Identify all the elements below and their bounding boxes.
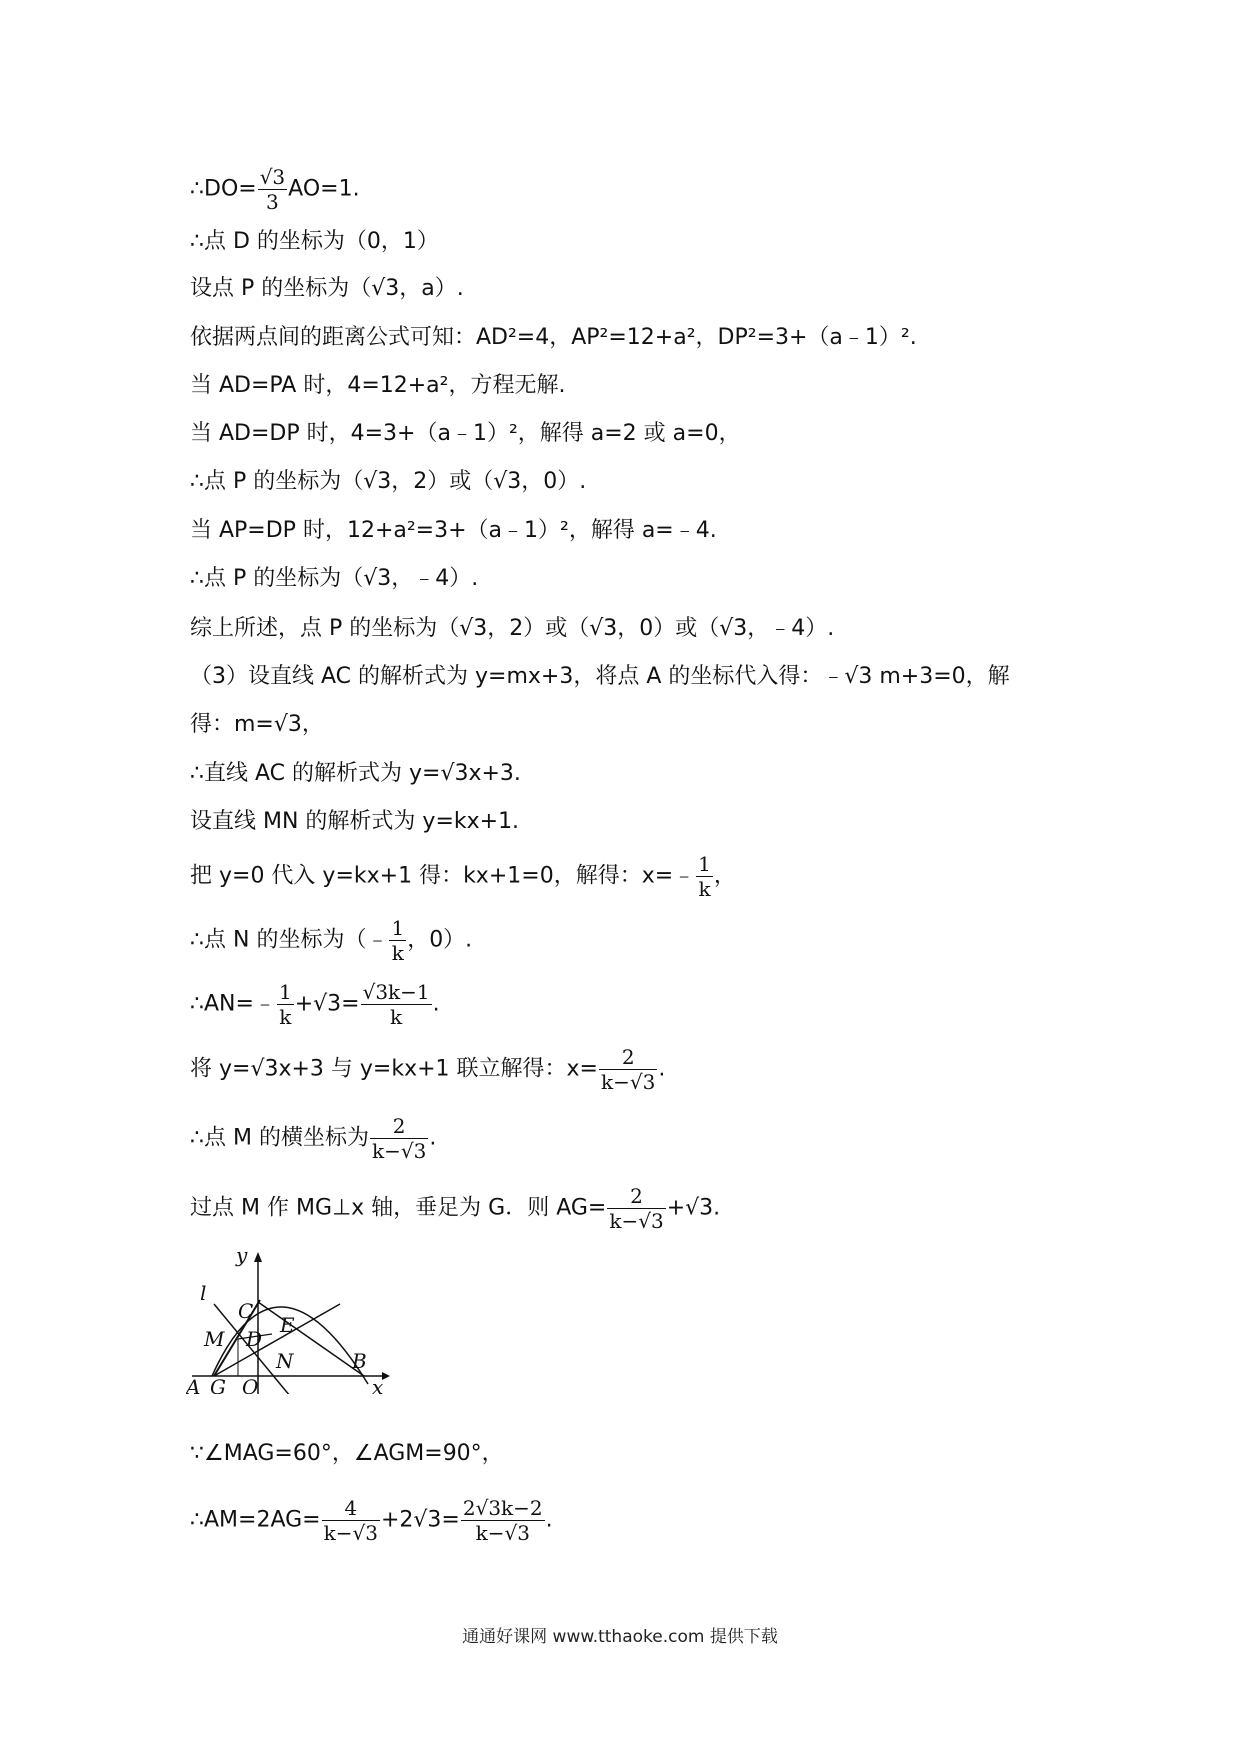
fraction <box>322 1496 380 1545</box>
fraction-denominator: k−√3 <box>371 1139 427 1163</box>
text-line-1 <box>190 165 360 214</box>
line-text: ， <box>713 863 736 889</box>
text-line-21: ∵∠MAG=60°，∠AGM=90°， <box>190 1441 504 1466</box>
text-line-14: 设直线 MN 的解析式为 y=kx+1. <box>190 809 520 834</box>
fraction <box>461 1496 545 1545</box>
text-line-12: 得：m=√3， <box>190 712 324 737</box>
line-text: . <box>658 1056 666 1082</box>
line-text: 将 y=√3x+3 与 y=kx+1 联立解得：x= <box>190 1056 598 1082</box>
fraction-numerator: 2√3k−2 <box>462 1496 543 1520</box>
fraction-numerator: 1 <box>391 916 405 940</box>
label-x: x <box>372 1375 384 1394</box>
fraction-numerator: 4 <box>322 1496 380 1521</box>
text-line-2: ∴点 D 的坐标为（0，1） <box>190 229 439 254</box>
line-text: ∴AM=2AG= <box>190 1507 321 1533</box>
text-line-22 <box>190 1496 553 1545</box>
text-line-20 <box>190 1184 720 1233</box>
text-line-17 <box>190 980 440 1029</box>
fraction-denominator: k <box>279 1005 292 1029</box>
label-d: D <box>246 1327 263 1351</box>
line-text: AO=1. <box>288 176 360 202</box>
fraction-numerator: 1 <box>278 980 292 1004</box>
text-line-19 <box>190 1114 436 1163</box>
fraction-denominator: k <box>390 1005 403 1029</box>
fraction <box>361 980 432 1029</box>
fraction <box>389 916 406 965</box>
label-l: l <box>200 1281 207 1305</box>
text-line-13: ∴直线 AC 的解析式为 y=√3x+3. <box>190 761 521 786</box>
text-line-11: （3）设直线 AC 的解析式为 y=mx+3，将点 A 的坐标代入得：﹣√3 m+3=0，解 <box>190 664 1010 689</box>
geometry-figure <box>186 1244 416 1394</box>
text-line-16 <box>190 916 472 965</box>
text-line-18 <box>190 1045 665 1094</box>
fraction-denominator: 3 <box>266 190 279 214</box>
text-line-4: 依据两点间的距离公式可知：AD²=4，AP²=12+a²，DP²=3+（a﹣1）². <box>190 325 917 350</box>
fraction-numerator: 1 <box>698 852 711 876</box>
text-line-8: 当 AP=DP 时，12+a²=3+（a﹣1）²，解得 a=﹣4. <box>190 518 717 543</box>
line-text: +2√3= <box>380 1507 460 1533</box>
fraction <box>277 980 294 1029</box>
label-m: M <box>204 1327 225 1351</box>
text-line-3: 设点 P 的坐标为（√3，a）. <box>190 276 464 301</box>
text-line-10: 综上所述，点 P 的坐标为（√3，2）或（√3，0）或（√3，﹣4）. <box>190 616 835 641</box>
text-line-6: 当 AD=DP 时，4=3+（a﹣1）²，解得 a=2 或 a=0， <box>190 421 741 446</box>
fraction-numerator: √3 <box>259 165 286 189</box>
fraction-denominator: k−√3 <box>609 1209 664 1233</box>
label-y: y <box>236 1244 248 1267</box>
fraction-denominator: k−√3 <box>323 1521 378 1545</box>
label-c: C <box>238 1299 254 1323</box>
fraction-numerator: √3k−1 <box>362 980 430 1004</box>
fraction-denominator: k−√3 <box>475 1521 530 1545</box>
fraction-denominator: k <box>698 877 711 901</box>
fraction-denominator: k−√3 <box>601 1070 656 1094</box>
label-e: E <box>280 1313 295 1337</box>
y-axis-arrow-icon <box>254 1252 262 1262</box>
line-text: 把 y=0 代入 y=kx+1 得：kx+1=0，解得：x=﹣ <box>190 863 696 889</box>
text-line-5: 当 AD=PA 时，4=12+a²，方程无解. <box>190 373 566 398</box>
line-text: +√3. <box>666 1195 721 1221</box>
text-line-15 <box>190 852 736 901</box>
fraction <box>607 1184 665 1233</box>
line-text: ∴点 N 的坐标为（﹣ <box>190 927 389 953</box>
line-text: ∴DO= <box>190 176 257 202</box>
fraction-numerator: 2 <box>599 1045 657 1070</box>
text-line-9: ∴点 P 的坐标为（√3，﹣4）. <box>190 566 479 591</box>
line-text: ，0）. <box>407 927 473 953</box>
label-b: B <box>352 1349 367 1373</box>
text-line-7: ∴点 P 的坐标为（√3，2）或（√3，0）. <box>190 469 587 494</box>
fraction <box>258 165 287 214</box>
line-text: +√3= <box>294 991 360 1017</box>
line-cb <box>258 1302 364 1376</box>
label-o: O <box>242 1375 259 1394</box>
page-footer: 通通好课网 www.tthaoke.com 提供下载 <box>462 1627 778 1647</box>
line-text: 过点 M 作 MG⊥x 轴，垂足为 G．则 AG= <box>190 1195 607 1221</box>
line-text: ∴AN=﹣ <box>190 991 276 1017</box>
fraction-denominator: k <box>391 941 404 965</box>
fraction <box>599 1045 657 1094</box>
label-g: G <box>210 1375 226 1394</box>
line-text: . <box>429 1125 437 1151</box>
line-text: . <box>432 991 440 1017</box>
line-text: . <box>545 1507 553 1533</box>
fraction-numerator: 2 <box>370 1114 428 1139</box>
fraction-numerator: 2 <box>607 1184 665 1209</box>
line-text: ∴点 M 的横坐标为 <box>190 1125 369 1151</box>
fraction <box>696 852 713 901</box>
label-a: A <box>186 1375 201 1394</box>
fraction <box>370 1114 428 1163</box>
label-n: N <box>276 1349 294 1373</box>
